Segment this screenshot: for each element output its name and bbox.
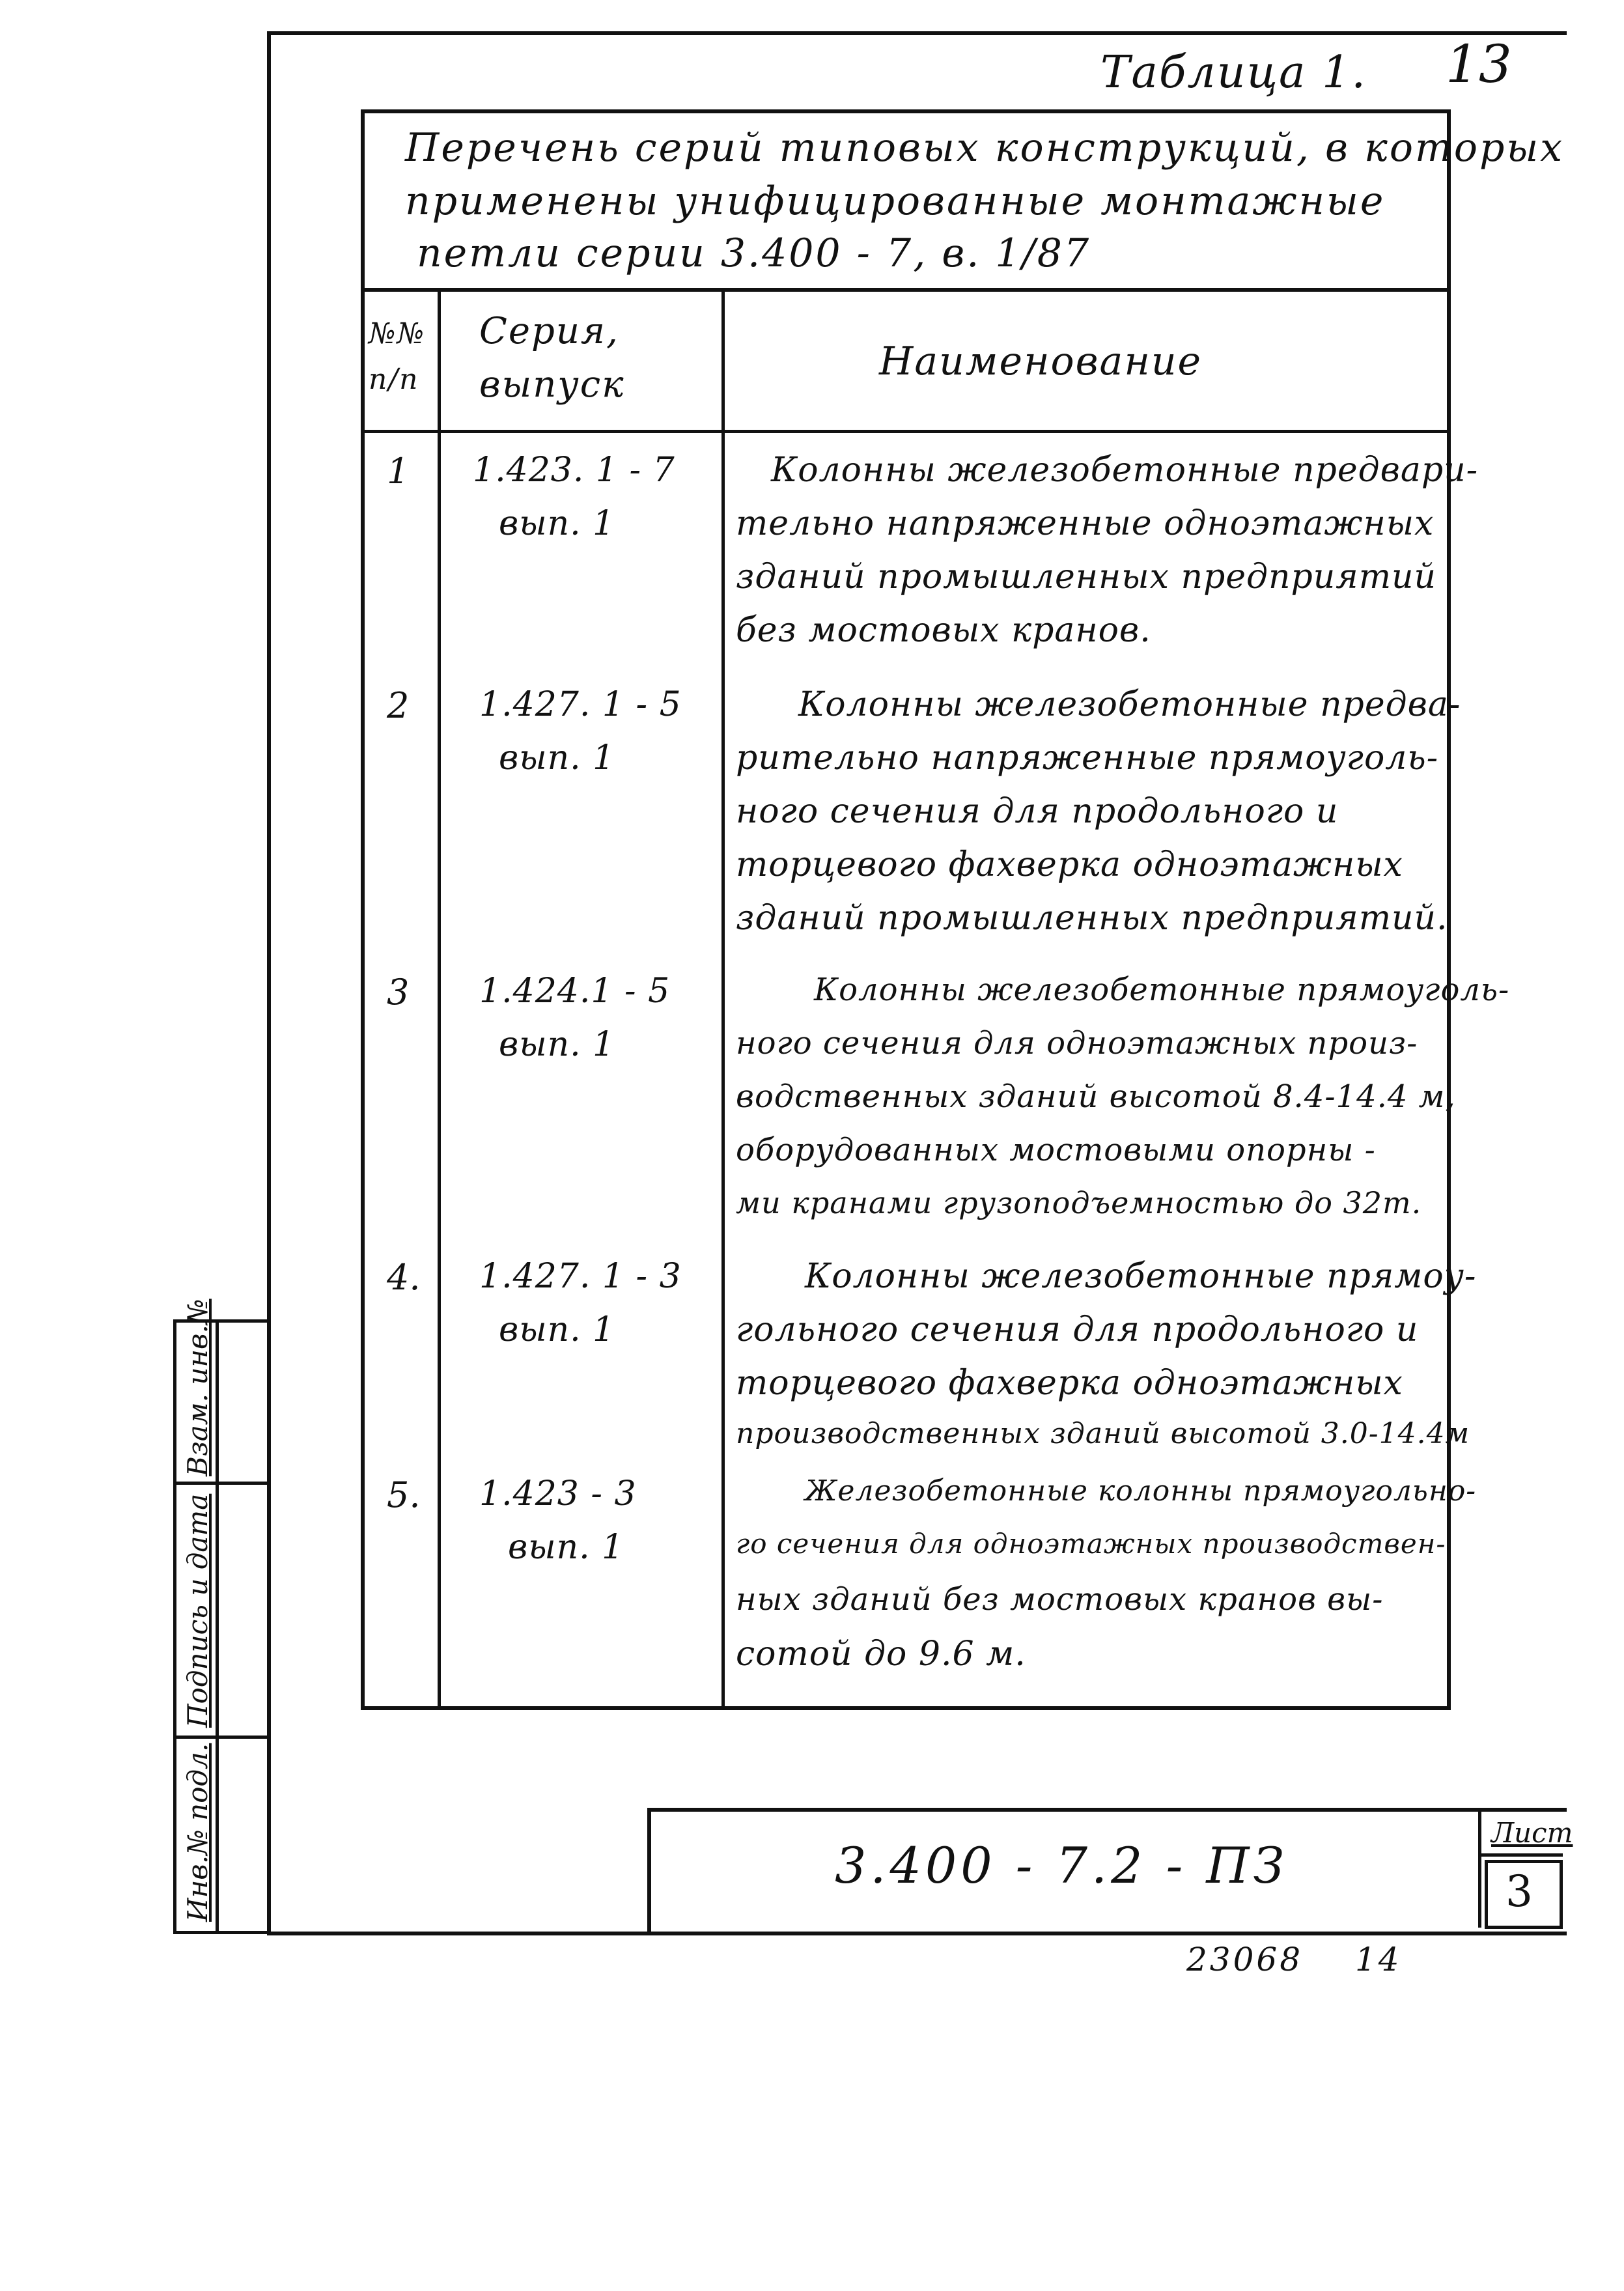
side-inv-original: Инв.№ подл. (182, 1743, 214, 1922)
row-5-series: 1.423 - 3 (479, 1474, 637, 1513)
row-3-issue: вып. 1 (499, 1025, 615, 1064)
row-2-series: 1.427. 1 - 5 (479, 685, 682, 724)
series-table (361, 288, 1510, 1710)
column-header-number: №№ п/п (369, 317, 426, 396)
row-2-issue: вып. 1 (499, 738, 615, 778)
row-4-number: 4. (387, 1257, 421, 1298)
row-4-series: 1.427. 1 - 3 (479, 1257, 682, 1296)
row-2-text-5: зданий промышленных предприятий. (736, 899, 1448, 938)
sheet-separator (1478, 1853, 1563, 1857)
column-header-name: Наименование (879, 339, 1203, 384)
column-header-series-line2: выпуск (479, 363, 625, 406)
row-4-text-3: торцевого фахверка одноэтажных (736, 1364, 1403, 1403)
row-1-issue: вып. 1 (499, 504, 615, 543)
row-4-text-4: производственных зданий высотой 3.0-14.4м (736, 1417, 1470, 1450)
row-5-issue: вып. 1 (508, 1528, 624, 1567)
archive-number: 23068 (1186, 1941, 1304, 1978)
sheet-number: 3 (1505, 1866, 1533, 1917)
row-4-issue: вып. 1 (499, 1310, 615, 1349)
row-3-text-1: Колонны железобетонные прямоуголь- (814, 972, 1510, 1008)
archive-footer (1186, 1941, 1402, 1978)
row-3-text-4: оборудованных мостовыми опорны - (736, 1132, 1376, 1168)
column-divider-1 (438, 292, 441, 1706)
row-1-number: 1 (387, 451, 410, 492)
row-3-text-5: ми кранами грузоподъемностью до 32т. (736, 1185, 1422, 1220)
row-1-text-1: Колонны железобетонные предвари- (771, 451, 1479, 490)
row-3-series: 1.424.1 - 5 (479, 972, 671, 1011)
row-5-text-2: го сечения для одноэтажных производствен- (736, 1528, 1446, 1560)
row-1-series: 1.423. 1 - 7 (473, 451, 675, 490)
side-stamp-row-divider-2 (176, 1736, 270, 1739)
row-5-text-4: сотой до 9.6 м. (736, 1635, 1026, 1674)
caption-line-2: применены унифицированные монтажные (405, 178, 1386, 224)
table-caption-box (361, 109, 1565, 294)
side-stamp-row-divider-1 (176, 1482, 270, 1485)
side-stamp-divider (216, 1323, 219, 1931)
row-2-text-1: Колонны железобетонные предва- (798, 685, 1461, 724)
row-3-text-3: водственных зданий высотой 8.4-14.4 м, (736, 1078, 1456, 1115)
caption-line-1: Перечень серий типовых конструкций, в которых (405, 125, 1565, 171)
copy-number: 14 (1354, 1941, 1402, 1978)
page-number: 13 (1446, 34, 1512, 94)
row-1-text-2: тельно напряженные одноэтажных (736, 504, 1435, 543)
row-3-text-2: ного сечения для одноэтажных произ- (736, 1025, 1418, 1061)
row-2-text-4: торцевого фахверка одноэтажных (736, 845, 1403, 884)
document-code: 3.400 - 7.2 - ПЗ (835, 1836, 1289, 1894)
row-3-number: 3 (387, 972, 410, 1013)
column-header-series-line1: Серия, (479, 310, 619, 352)
column-divider-2 (721, 292, 725, 1706)
row-1-text-3: зданий промышленных предприятий (736, 557, 1436, 597)
row-2-text-3: ного сечения для продольного и (736, 792, 1339, 831)
sheet-label: Лист (1491, 1817, 1573, 1849)
caption-line-3: петли серии 3.400 - 7, в. 1/87 (417, 231, 1091, 276)
side-stamp (173, 1299, 270, 1934)
row-1-text-4: без мостовых кранов. (736, 611, 1151, 650)
row-4-text-1: Колонны железобетонные прямоу- (805, 1257, 1477, 1296)
header-divider (365, 430, 1447, 433)
row-5-text-3: ных зданий без мостовых кранов вы- (736, 1581, 1384, 1618)
row-4-text-2: гольного сечения для продольного и (736, 1310, 1419, 1349)
row-2-text-2: рительно напряженные прямоуголь- (736, 738, 1439, 778)
side-replaced-inv: Взам. инв.№ (182, 1299, 214, 1476)
table-title: Таблица 1. (1100, 47, 1367, 98)
row-2-number: 2 (387, 685, 410, 726)
side-signature-date: Подпись и дата (182, 1493, 214, 1728)
row-5-number: 5. (387, 1474, 421, 1515)
row-5-text-1: Железобетонные колонны прямоугольно- (805, 1474, 1477, 1508)
